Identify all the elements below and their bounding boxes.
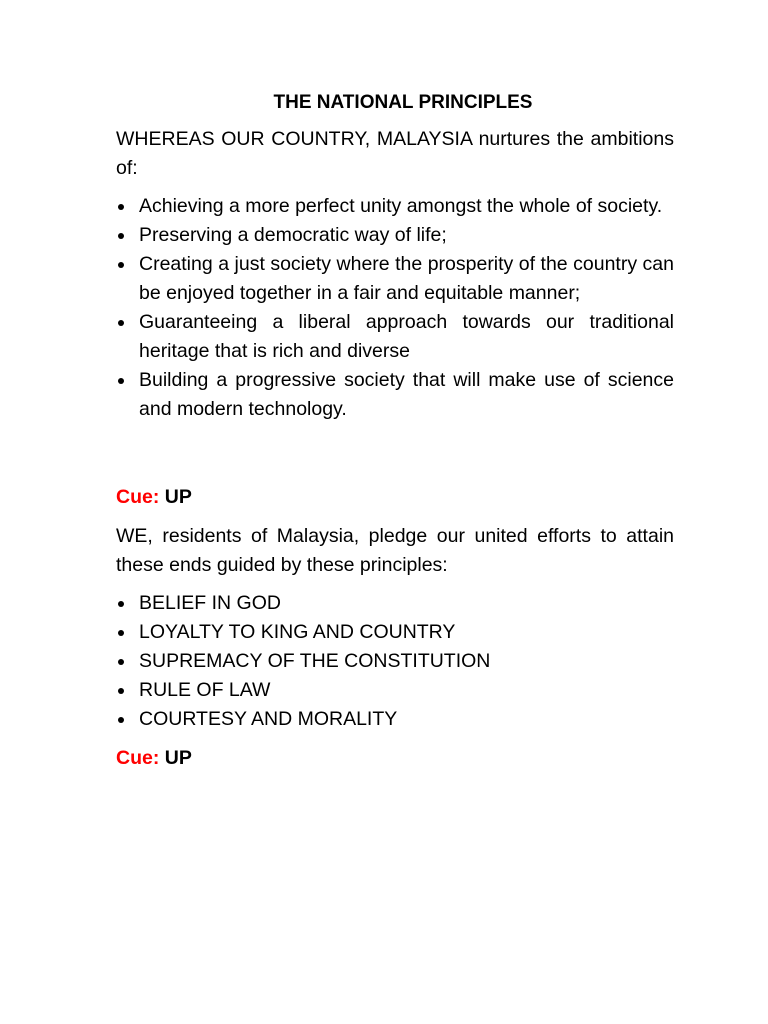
pledge-paragraph: WE, residents of Malaysia, pledge our united efforts to attain these ends guided by these principles:: [116, 525, 674, 576]
principles-list: [116, 589, 674, 734]
cue-label: Cue:: [116, 486, 160, 508]
list-item: Preserving a democratic way of life;: [116, 221, 674, 250]
cue-line-1: [116, 483, 674, 512]
list-item: Creating a just society where the prosperity of the country can be enjoyed together in a fair and equitable manner;: [116, 250, 674, 308]
list-item: SUPREMACY OF THE CONSTITUTION: [116, 647, 674, 676]
cue-line-2: [116, 744, 674, 773]
list-item: BELIEF IN GOD: [116, 589, 674, 618]
list-item: Guaranteeing a liberal approach towards our traditional heritage that is rich and diverse: [116, 308, 674, 366]
cue-value: UP: [164, 486, 192, 508]
list-item: Achieving a more perfect unity amongst the whole of society.: [116, 192, 674, 221]
intro-paragraph: WHEREAS OUR COUNTRY, MALAYSIA nurtures the ambitions of:: [116, 128, 674, 179]
cue-label: Cue:: [116, 747, 160, 769]
list-item: RULE OF LAW: [116, 676, 674, 705]
list-item: LOYALTY TO KING AND COUNTRY: [116, 618, 674, 647]
document-page: [116, 88, 674, 773]
ambitions-list: [116, 192, 674, 424]
document-title: THE NATIONAL PRINCIPLES: [273, 92, 533, 113]
cue-value: UP: [164, 747, 192, 769]
list-item: COURTESY AND MORALITY: [116, 705, 674, 734]
list-item: Building a progressive society that will make use of science and modern technology.: [116, 366, 674, 424]
